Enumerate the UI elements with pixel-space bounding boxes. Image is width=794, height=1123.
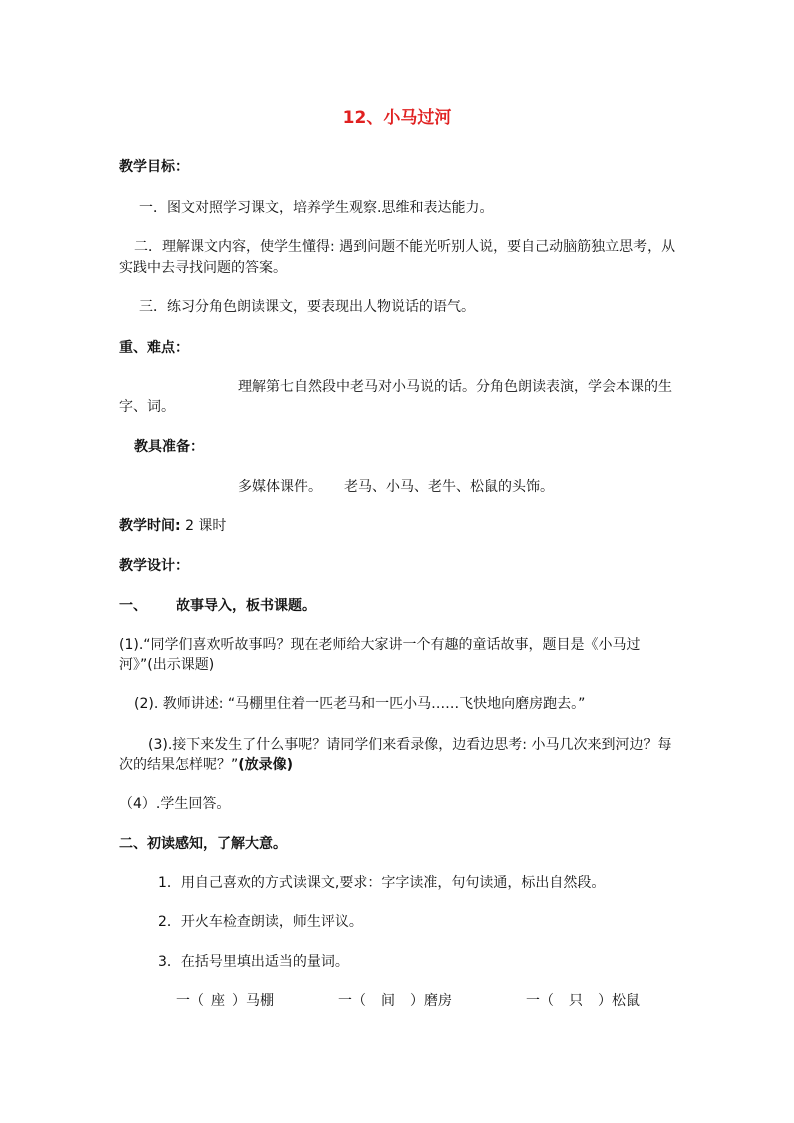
key-points-line-2: 字、词。 [119, 399, 175, 415]
fill-prefix: 一（ [338, 993, 366, 1009]
goal-item-1: 一．图文对照学习课文，培养学生观察.思维和表达能力。 [139, 200, 494, 216]
key-points-line-1: 理解第七自然段中老马对小马说的话。分角色朗读表演，学会本课的生 [238, 379, 672, 395]
fill-suffix: ）马棚 [232, 993, 274, 1009]
section-1-step-3-line-2 [119, 755, 293, 775]
fill-answer: 只 [569, 993, 583, 1009]
fill-item [526, 991, 640, 1011]
teaching-time-value: 2 课时 [185, 518, 227, 534]
section-1-step-1-line-1: (1).“同学们喜欢听故事吗？现在老师给大家讲一个有趣的童话故事，题目是《小马过 [119, 637, 641, 653]
fill-prefix: 一（ [176, 993, 204, 1009]
section-2-step-3: 3．在括号里填出适当的量词。 [158, 954, 349, 970]
section-2-step-2: 2．开火车检查朗读，师生评议。 [158, 914, 363, 930]
goal-item-2-line-2: 实践中去寻找问题的答案。 [119, 260, 287, 276]
section-1-number: 一、 [119, 598, 147, 614]
section-1-step-3-text: 次的结果怎样呢？” [119, 757, 239, 773]
section-1-step-4: （4）.学生回答。 [119, 796, 231, 812]
fill-answer: 间 [381, 993, 395, 1009]
teaching-time [119, 516, 226, 536]
section-2-heading: 二、初读感知，了解大意。 [119, 836, 287, 852]
fill-suffix: ）松鼠 [598, 993, 640, 1009]
materials-item-2: 老马、小马、老牛、松鼠的头饰。 [344, 479, 554, 495]
fill-answer: 座 [211, 993, 225, 1009]
section-2-step-1: 1．用自己喜欢的方式读课文,要求：字字读准，句句读通，标出自然段。 [158, 875, 606, 891]
materials-heading: 教具准备： [134, 439, 204, 455]
fill-item [338, 991, 452, 1011]
section-1-step-2: (2). 教师讲述: “马棚里住着一匹老马和一匹小马……飞快地向磨房跑去。” [134, 696, 586, 712]
section-1-step-3-note: (放录像) [238, 757, 294, 773]
teaching-time-heading: 教学时间: [119, 518, 181, 534]
fill-prefix: 一（ [526, 993, 554, 1009]
goals-heading: 教学目标： [119, 159, 189, 175]
fill-suffix: ）磨房 [410, 993, 452, 1009]
materials-item-1: 多媒体课件。 [238, 479, 322, 495]
section-1-step-3-line-1: (3).接下来发生了什么事呢？请同学们来看录像，边看边思考: 小马几次来到河边？每 [148, 737, 672, 753]
goal-item-2-line-1: 二．理解课文内容，使学生懂得: 遇到问题不能光听别人说，要自己动脑筋独立思考，从 [134, 239, 676, 255]
fill-item [176, 991, 274, 1011]
section-1-step-1-line-2: 河》”(出示课题) [119, 657, 215, 673]
section-1-heading: 故事导入，板书课题。 [176, 598, 316, 614]
goal-item-3: 三．练习分角色朗读课文，要表现出人物说话的语气。 [139, 299, 475, 315]
lesson-title: 12、小马过河 [342, 108, 452, 128]
design-heading: 教学设计： [119, 558, 189, 574]
key-points-heading: 重、难点： [119, 340, 189, 356]
